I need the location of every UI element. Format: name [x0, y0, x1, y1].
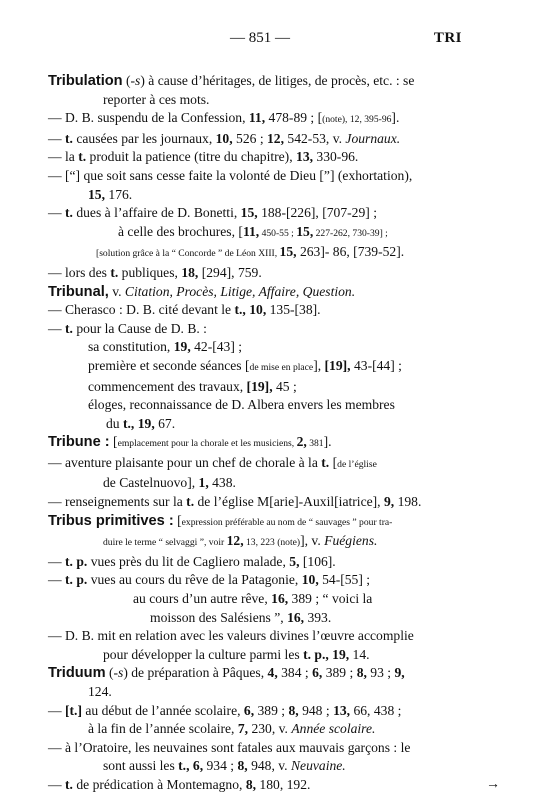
entry-text: éloges, reconnaissance de D. Albera envers les membres [88, 397, 395, 413]
entry-text: 13, [333, 702, 351, 718]
entry-text: 176. [105, 186, 133, 202]
entry-line [48, 609, 500, 628]
entry-text: à la fin de l’année scolaire, [88, 721, 238, 737]
entry-text: t. [65, 205, 73, 221]
entry-text: 227-262, 730-39] ; [313, 227, 388, 239]
entry-text: de Castelnuovo], [103, 475, 199, 491]
entry-text: t. [65, 320, 73, 336]
entry-text: [solution grâce à la “ Concorde ” de Léon XIII, [96, 248, 280, 260]
entry-text: 16, [287, 609, 305, 625]
entry-text: 381 [306, 438, 324, 450]
entry-line [48, 702, 500, 721]
entry-line [48, 454, 500, 475]
entry-text: 54-[55] ; [318, 572, 371, 588]
entry-text: de l’église M[arie]-Auxil[iatrice], [194, 494, 384, 510]
entry-line [48, 776, 500, 795]
entry-line [48, 627, 500, 646]
entry-text: 6, [243, 702, 255, 718]
entry-text: au début de l’année scolaire, [81, 702, 244, 718]
entry-text: Neuvaine. [290, 758, 346, 774]
entry-line [48, 720, 500, 739]
entry-text: 180, 192. [256, 776, 311, 792]
page-header [0, 30, 540, 50]
entry-line [48, 91, 500, 110]
entry-text: — à l’Oratoire, les neuvaines sont fatales aux mauvais garçons : le [48, 739, 411, 755]
entry-line [48, 590, 500, 609]
entry-text: t. [321, 454, 330, 470]
entry-text: 438. [208, 475, 236, 491]
entry-text: Journaux. [345, 130, 401, 146]
entry-text: [ [109, 434, 118, 450]
entry-text: 389 ; [322, 665, 357, 681]
entry-text: t., [234, 302, 246, 318]
entry-text: 66, 438 ; [350, 702, 402, 718]
entry-text: [294], 759. [198, 264, 262, 280]
entry-text: publiques, [118, 264, 182, 280]
page-number: — 851 — [230, 30, 290, 46]
entry-text: 526 ; [232, 130, 267, 146]
entry-text: t. [65, 130, 73, 146]
entry-text: reporter à ces mots. [103, 91, 210, 107]
continuation-arrow-icon: → [486, 776, 500, 792]
entry-text: t. p. [65, 553, 88, 569]
entry-line [48, 493, 500, 512]
entry-text: 135-[38]. [266, 302, 321, 318]
entry-text: 5, [289, 553, 300, 569]
entry-text: produit la patience (titre du chapitre), [86, 149, 297, 165]
entry-text: 6, [192, 758, 204, 774]
entry-text: 45 ; [272, 378, 297, 394]
entry-line [48, 301, 500, 320]
entry-line [48, 223, 500, 244]
entry-text: 16, [271, 591, 289, 607]
entry-text: du [106, 415, 123, 431]
entry-text: v. [108, 283, 125, 299]
entry-text: — lors des [48, 264, 111, 280]
entry-text: — [48, 776, 65, 792]
entry-text: 13, [296, 149, 314, 165]
entry-text: t. [65, 776, 73, 792]
entry-text: t. p. [65, 572, 88, 588]
entry-text: t. [186, 494, 195, 510]
entry-text: 934 ; [203, 758, 238, 774]
entry-text: 2, [296, 434, 307, 450]
entry-text: — [48, 130, 65, 146]
entry-text: ( [105, 665, 114, 681]
entry-text: 19, [173, 339, 191, 355]
entry-text: 42-[43] ; [190, 339, 243, 355]
entry-text: première et seconde séances [ [88, 357, 250, 373]
entry-line [48, 72, 500, 91]
entry-text: 389 ; “ voici la [288, 591, 373, 607]
entry-text: 11, [242, 223, 260, 239]
entry-line [48, 571, 500, 590]
entry-text: 15, [240, 205, 258, 221]
entry-text: t., [178, 758, 190, 774]
entry-text: vues près du lit de Cagliero malade, [87, 553, 290, 569]
entry-text: ) de préparation à Pâques, [123, 665, 268, 681]
entry-text: — D. B. suspendu de la Confession, [48, 110, 249, 126]
entry-text: — [48, 320, 65, 336]
entry-text: 478-89 ; [ [265, 110, 323, 126]
entry-line [48, 378, 500, 397]
entry-text: [ [173, 512, 182, 528]
entry-text: emplacement pour la chorale et les musiciens, [117, 438, 297, 450]
entry-text: 12, [226, 533, 244, 549]
entry-text: dues à l’affaire de D. Bonetti, [72, 205, 241, 221]
entry-text: Année scolaire. [291, 721, 376, 737]
entry-text: 10, [215, 130, 233, 146]
entry-text: 10, [301, 572, 319, 588]
entry-text: ]. [391, 110, 400, 126]
headword: Tribus primitives : [48, 512, 174, 529]
entry-text: ( [122, 73, 131, 88]
entry-text: 188-[226], [707-29] ; [257, 205, 377, 221]
entry-text: 12, [267, 130, 284, 146]
entry-text: — D. B. mit en relation avec les valeurs divines l’œuvre accomplie [48, 628, 414, 644]
entry-text: 8, [237, 758, 248, 774]
entry-line [48, 512, 500, 533]
entry-text: de mise en place [249, 361, 314, 373]
entry-line [48, 683, 500, 702]
entry-text: 18, [181, 264, 199, 280]
entry-text: pour développer la culture parmi les [103, 646, 304, 662]
entry-line [48, 646, 500, 665]
entry-text: ]. [323, 434, 332, 450]
entry-text: 67. [154, 415, 176, 431]
entry-text: t. [78, 149, 87, 165]
entry-line [48, 396, 500, 415]
entry-line [48, 320, 500, 339]
entry-text: 9, [394, 665, 405, 681]
entry-line [48, 357, 500, 378]
entry-text: — [“] que soit sans cesse faite la volonté de Dieu [”] (exhortation), [48, 167, 413, 183]
entry-text: ], v. [300, 533, 325, 549]
entry-line [48, 167, 500, 186]
entry-line [48, 148, 500, 167]
entry-text: 43-[44] ; [350, 357, 402, 373]
entry-text: 230, v. [248, 721, 292, 737]
entry-text: 9, [383, 494, 395, 510]
entry-text: — [48, 553, 65, 569]
entry-text: 4, [267, 665, 278, 681]
entry-text: (note), 12, 395-96 [322, 114, 392, 126]
entry-line [48, 415, 500, 434]
entry-text: 198. [394, 494, 422, 510]
entry-text: — [48, 572, 65, 588]
entry-text: expression préférable au nom de “ sauvages ” pour tra- [181, 516, 393, 528]
entry-text: [19], [246, 378, 273, 394]
entry-text: 542-53, v. [284, 130, 346, 146]
entry-text: Citation, Procès, Litige, Affaire, Question. [124, 283, 356, 299]
entry-text: ) à cause d’héritages, de litiges, de procès, etc. : se [140, 73, 415, 88]
entry-text: t. [110, 264, 119, 280]
entry-text: 393. [304, 609, 332, 625]
entry-line [48, 338, 500, 357]
entry-text: moisson des Salésiens ”, [150, 609, 288, 625]
entry-text: 15, [88, 186, 105, 202]
headword: Tribune : [48, 434, 110, 451]
entry-text: 948 ; [298, 702, 334, 718]
entry-line [48, 757, 500, 776]
entry-text: 450-55 ; [259, 227, 297, 239]
headword: Tribunal, [48, 283, 109, 300]
section-letters: TRI [433, 30, 462, 46]
entry-text: 10, [249, 302, 267, 318]
entry-text: — [48, 205, 65, 221]
entry-text: 14. [349, 646, 370, 662]
entry-line [48, 739, 500, 758]
entry-text: au cours d’un autre rêve, [133, 591, 272, 607]
entry-text: 384 ; [277, 665, 313, 681]
entry-text: 8, [245, 776, 257, 792]
entry-line [48, 553, 500, 572]
entry-line [48, 264, 500, 283]
entry-text: 7, [237, 721, 249, 737]
entry-text: 1, [198, 475, 209, 491]
headword: Triduum [48, 665, 106, 682]
entry-line [48, 130, 500, 149]
entry-text: commencement des travaux, [88, 378, 247, 394]
entry-text: -s [113, 665, 124, 681]
entry-text: — aventure plaisante pour un chef de chorale à la [48, 454, 322, 470]
entry-text: à celle des brochures, [ [118, 223, 243, 239]
entry-text: 15, [279, 244, 297, 260]
entry-text: ], [313, 357, 325, 373]
entry-text: 948, v. [247, 758, 291, 774]
index-entries [48, 72, 500, 795]
entry-text: [19], [324, 357, 351, 373]
entry-text: sont aussi les [103, 758, 179, 774]
entry-text: Fuégiens. [324, 533, 378, 549]
entry-text: 263]- 86, [739-52]. [296, 244, 405, 260]
entry-line [48, 243, 500, 264]
entry-text: vues au cours du rêve de la Patagonie, [87, 572, 302, 588]
entry-text: 330-96. [313, 149, 359, 165]
entry-text: t., 19, [123, 415, 155, 431]
entry-text: 11, [248, 110, 266, 126]
entry-line [48, 474, 500, 493]
entry-text: causées par les journaux, [72, 130, 216, 146]
entry-text: — la [48, 149, 79, 165]
entry-line [48, 109, 500, 130]
entry-text: — renseignements sur la [48, 494, 187, 510]
entry-line [48, 433, 500, 454]
entry-text: sa constitution, [88, 339, 174, 355]
entry-text: — [48, 702, 65, 718]
entry-text: 13, 223 (note) [243, 537, 301, 549]
entry-text: 8, [288, 702, 299, 718]
entry-text: [ [329, 454, 338, 470]
entry-line [48, 532, 500, 553]
headword: Tribulation [48, 73, 123, 89]
entry-line [48, 664, 500, 683]
entry-text: 15, [296, 223, 314, 239]
entry-text: 8, [356, 665, 367, 681]
entry-text: t. p., 19, [303, 646, 350, 662]
entry-text: 93 ; [366, 665, 395, 681]
entry-text: 389 ; [254, 702, 289, 718]
entry-text: de prédication à Montemagno, [72, 776, 246, 792]
entry-text: [106]. [299, 553, 336, 569]
entry-text: 6, [312, 665, 323, 681]
entry-text: pour la Cause de D. B. : [72, 320, 207, 336]
entry-text: de l’église [337, 458, 377, 470]
entry-text: — Cherasco : D. B. cité devant le [48, 302, 235, 318]
entry-line [48, 283, 500, 302]
entry-text: duire le terme “ selvaggi ”, voir [103, 537, 227, 549]
entry-text: [t.] [65, 702, 82, 718]
entry-line [48, 186, 500, 205]
entry-text: -s [130, 73, 141, 88]
entry-text: 124. [88, 684, 112, 699]
entry-line [48, 204, 500, 223]
